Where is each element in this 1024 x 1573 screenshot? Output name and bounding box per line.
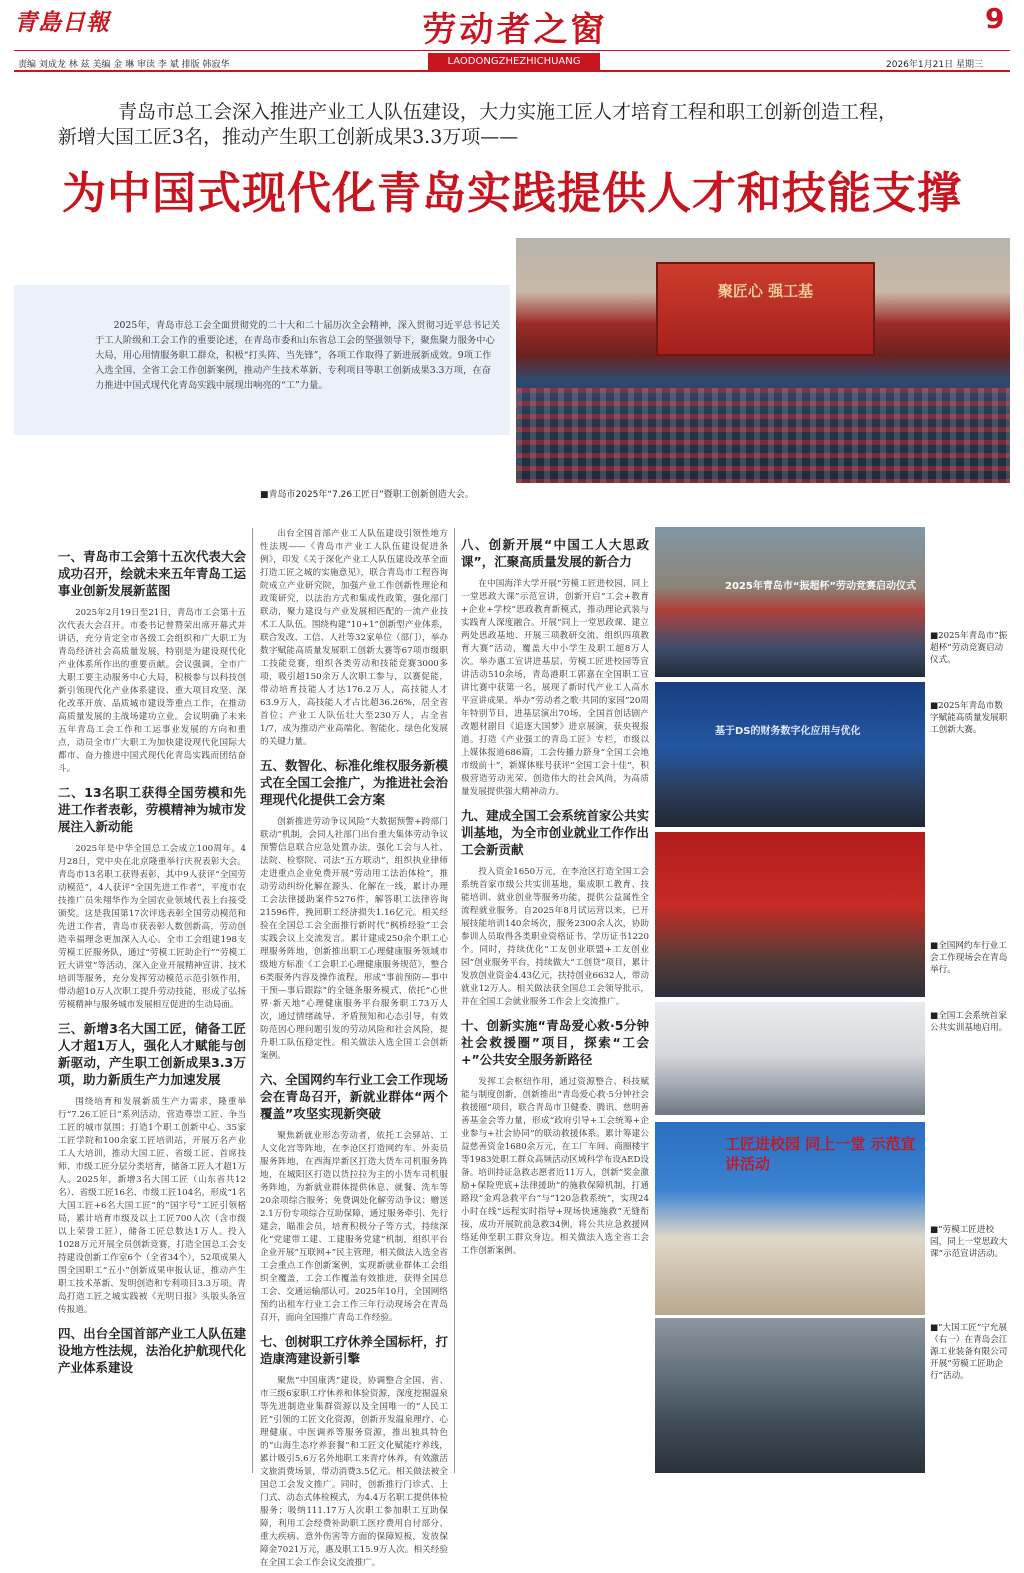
- section-paragraph: 出台全国首部产业工人队伍建设引领性地方性法规——《青岛市产业工人队伍建设促进条例》，印发《关于深化产业工人队伍建设改革全面打造工匠之城的实施意见》，联合青岛市工程咨询院成立产业研究院，加强产业工作创新性理论和政策研究，以法治方式和集成性政策，强化部门联动，聚力建设与产业发展相匹配的一流产业技术工人队伍。围绕构建“10+1”创新型产业体系，联合发改、工信、人社等32家单位（部门），举办数字赋能高质量发展职工创新大赛等67项市级职工技能竞赛，组织各类劳动和技能竞赛3000多项，吸引超150余万人次职工参与，以赛促能，带动培育技能人才达176.2万人，高技能人才63.9万人，高技能人才占比超36.26%，居全省首位；产业工人队伍壮大至230万人，占全省1/7，成为推动产业高端化、智能化、绿色化发展的关键力量。: [260, 529, 448, 747]
- photo-text: 基于DS的财务数字化应用与优化: [715, 726, 861, 737]
- photo-digital-contest: [655, 682, 925, 827]
- page-number: 9: [985, 2, 1005, 35]
- headline-lead-line1: 青岛市总工会深入推进产业工人队伍建设，大力实施工匠人才培育工程和职工创新创造工程，: [118, 101, 898, 123]
- section-paragraph: 2025年2月19日至21日，青岛市工会第十五次代表大会召开。市委书记曾赞荣出席开幕式并讲话，充分肯定全市各级工会组织和广大职工为青岛经济社会高质量发展，特别是为建设现代化产业体系所作出的重要贡献。会议强调，全市广大职工要主动服务中心大局，积极参与以科技创新引领现代化产业体系建设、重大项目攻坚、深化改革开放、品质城市建设等重点工作，在推动高质量发展的主战场建功立业。会议明确了未来五年青岛工会工作和工运事业发展的方向和重点，动员全市广大职工为加快建设现代化国际大都市、奋力推进中国式现代化青岛实践而团结奋斗。: [58, 608, 246, 774]
- section-heading: 一、青岛市工会第十五次代表大会成功召开，绘就未来五年青岛工运事业创新发展新蓝图: [58, 549, 246, 598]
- section-pinyin: LAODONGZHEZHICHUANG: [428, 53, 600, 70]
- photo-training-base: [655, 1002, 925, 1115]
- photo-caption: ■2025年青岛市“振超杯”劳动竞赛启动仪式。: [930, 631, 1008, 665]
- stage-screen: [656, 262, 875, 356]
- column-1: [58, 540, 246, 1384]
- section-paragraph: 2025年是中华全国总工会成立100周年。4月28日，党中央在北京隆重举行庆祝表彰大会。青岛市13名职工获得表彰，其中9人获评“全国劳动模范”，4人获评“全国先进工作者”，平度市农技推广员朱翔华作为全国农业领域代表上台接受颁奖。这是我国第17次评选表彰全国劳动模范和先进工作者，青岛市获表彰人数创新高，劳动创造幸福理念更加深入人心。全市工会组建198支劳模工匠服务队，通过“劳模工匠助企行”“劳模工匠大讲堂”等活动，深入企业开展精神宣讲、技术培训等服务，充分发挥劳动模范示范引领作用，带动超10万人次职工提升劳动技能，形成了弘扬劳模精神与服务城市发展相互促进的生动局面。: [58, 844, 246, 1010]
- section-heading: 七、创树职工疗休养全国标杆，打造康湾建设新引擎: [260, 1334, 448, 1366]
- section-heading: 十、创新实施“青岛爱心救·5分钟社会救援圈”项目，探索“工会+”公共安全服务新路径: [461, 1018, 649, 1067]
- issue-date: 2026年1月21日 星期三: [886, 60, 983, 70]
- section-heading: 二、13名职工获得全国劳模和先进工作者表彰，劳模精神为城市发展注入新动能: [58, 785, 246, 834]
- photo-labor-contest: [655, 527, 925, 677]
- hero-caption: ■青岛市2025年“7.26工匠日”暨职工创新创造大会。: [260, 490, 474, 500]
- photo-text: 2025年青岛市“振超杯”劳动竞赛启动仪式: [725, 581, 916, 592]
- section-title: 劳动者之窗: [422, 10, 608, 50]
- hero-photo: [516, 238, 1010, 483]
- header-rule-top: [14, 50, 1010, 51]
- section-heading: 四、出台全国首部产业工人队伍建设地方性法规，法治化护航现代化产业体系建设: [58, 1326, 246, 1375]
- header-rule-bottom: [14, 70, 1010, 72]
- section-heading: 九、建成全国工会系统首家公共实训基地，为全市创业就业工作作出工会新贡献: [461, 808, 649, 857]
- photo-caption: ■全国工会系统首家公共实训基地启用。: [930, 1011, 1008, 1033]
- section-paragraph: 发挥工会枢纽作用，通过资源整合、科技赋能与制度创新，创新推出“青岛爱心救·5分钟社会救援圈”项目，联合青岛市卫健委、腾讯、慈明善善基金会等力量，形成“政府引导+工会统筹+企业参与+社会协同”的联动救援体系。累计筹建公益慈善资金1680余万元，在工厂车间、商圈楼宇等1983处职工群众高频活动区域科学布设AED设备。培训持证急救志愿者近11万人，创新“奖金激励+保险兜底+法律援助”的施救保障机制，打通路段“金鸡急救平台”与“120急救系统”，实现24小时在线“远程实时指导+现场快速施救”无缝衔接，成功开展院前急救34例，将公共应急救援网络延伸至职工群众身边。相关做法入选全省工会工作创新案例。: [461, 1077, 649, 1256]
- newspaper-logo: 青島日報: [14, 9, 110, 36]
- column-3: [461, 528, 649, 1261]
- summary-text: 2025年，青岛市总工会全面贯彻党的二十大和二十届历次全会精神，深入贯彻习近平总书记关于工人阶级和工会工作的重要论述，在青岛市委和山东省总工会的坚强领导下，聚焦聚力服务中心大局，用心用情服务职工群众，积极“打头阵、当先锋”，各项工作取得了新进展新成效。9项工作入选全国、全省工会工作创新案例，推动产生技术革新、专利项目等职工创新成果3.3万项，在奋力推进中国式现代化青岛实践中展现出响亮的“工”力量。: [95, 320, 500, 391]
- section-paragraph: 在中国海洋大学开展“劳模工匠进校园，同上一堂思政大课”示范宣讲，创新开启“工会+教育+企业+学校”思政教育新模式，推动理论武装与实践育人深度融合。开展“同上一堂思政课、建立两处思政基地、开展三项教研交流、组织四项教育大赛”活动，覆盖大中小学生及职工超8万人次。举办惠工宣讲进基层、劳模工匠进校园等宣讲活动510余场，青岛港职工郭嘉在全国职工宣讲比赛中获第一名，展现了新时代产业工人高水平宣讲成果。举办“劳动者之歌·共同的家园”20周年特别节目，进基层演出70场。全国首创话剧产改题材剧目《追逐大国梦》进京展演，获央视报道。打造《产业强工的青岛工匠》专栏，市级以上媒体报道686篇，工会传播力跻身“全国工会地市级前十”，新媒体账号获评“全国工会十佳”，积极营造劳动光荣、创造伟大的社会风尚，为高质量发展提供强大精神动力。: [461, 579, 649, 797]
- section-paragraph: 投入资金1650万元，在李沧区打造全国工会系统首家市级公共实训基地，集成职工教育、技能培训、就业创业等服务功能，提供公益属性全流程就业服务。自2025年8月试运营以来，已开展技能培训140余场次，服务2300余人次，协助参训人员取得各类职业资格证书、学历证书1220个。同时，持续优化“工友创业联盟+工友创业园”创业服务平台，持续做大“工创贷”项目，累计发放创业资金4.43亿元，扶持创业6632人，带动就业12万人。相关做法获全国总工会领导批示，并在全国工会就业服务工作会上交流推广。: [461, 867, 649, 1007]
- section-heading: 六、全国网约车行业工会工作现场会在青岛召开，新就业群体“两个覆盖”攻坚实现新突破: [260, 1072, 448, 1121]
- section-heading: 八、创新开展“中国工人大思政课”，汇聚高质量发展的新合力: [461, 537, 649, 569]
- column-2: [260, 528, 448, 1573]
- column-divider: [454, 528, 455, 1473]
- stage-screen-text: 聚匠心 强工基: [717, 282, 814, 300]
- section-paragraph: 创新推进劳动争议风险“大数据预警+跨部门联动”机制，会同人社部门出台重大集体劳动争议预警信息联合应急处置办法，强化工会与人社、法院、检察院、司法“五方联动”，组织执业律师走进重点企业免费开展“劳动用工法治体检”，推动劳动纠纷化解在源头、化解在一线，累计办理工会法律援助案件5276件，解答职工法律咨询21596件，挽回职工经济损失1.16亿元。相关经验在全国总工会全面推行新时代“枫桥经验”工会实践会议上交流发言。累计建成250余个职工心理服务阵地，创新推出职工心理健康服务领域市级地方标准《工会职工心理健康服务规范》，整合6类服务内容及操作流程，形成“事前预防—事中干预—事后跟踪”的全链条服务模式，依托“心世界·新天地”心理健康服务平台服务职工73万人次，通过情绪疏导、矛盾预知和心态引导，有效防范因心理问题引发的劳动风险和社会风险，提升职工队伍稳定性。相关做法入选全国工会创新案例。: [260, 817, 448, 1061]
- photo-school-lecture: [655, 1122, 925, 1315]
- photo-ride-hailing-meeting: [655, 832, 925, 997]
- photo-caption: ■全国网约车行业工会工作现场会在青岛举行。: [930, 941, 1008, 975]
- section-heading: 五、数智化、标准化维权服务新模式在全国工会推广，为推进社会治理现代化提供工会方案: [260, 758, 448, 807]
- section-paragraph: 聚焦“中国康湾”建设，协调整合全国、省、市三级6家职工疗休养和体验资源，深度挖掘温泉等先进制造业集群资源以及全国唯一的“人民工匠”引领的工匠文化资源，创新开发温泉理疗、心理健康、中医调养等服务资源，推出独具特色的“山海生态疗养套餐”和工匠文化赋能疗养线，累计吸引5.6万名外地职工来青疗休养，有效激活文旅消费场景，带动消费3.5亿元。相关做法被全国总工会发文推广。同时，创新推行门诊式、上门式、动态式体检模式，为4.4万名职工提供体检服务；吸纳111.17万人次职工参加职工互助保障，利用工会经费补助职工医疗费用自付部分、重大疾病、意外伤害等方面的保障短板，发放保障金7021万元，惠及职工15.9万人次。相关经验在全国工会工作会议交流推广。: [260, 1376, 448, 1568]
- section-paragraph: 聚焦新就业形态劳动者，依托工会驿站、工人文化宫等阵地，在李沧区打造网约车、外卖员服务阵地，在西海岸新区打造大货车司机服务阵地，在城阳区打造以货拉拉为主的小货车司机服务阵地，为新就业群体提供休息、就餐、洗车等20余项综合服务；免费调处化解劳动争议；赠送2.1万份专项综合互助保障，通过服务牵引、先行建会，瞄准会员，培育积极分子等方式，持续深化“党建带工建、工建服务党建”机制，组织平台企业开展“互联网+”民主管理，相关做法入选全省工会重点工作创新案例，实现新就业群体工会组织全覆盖，工会工作覆盖有效推进，获得全国总工会、交通运输部认可。2025年10月，全国网络预约出租车行业工会工作三年行动现场会在青岛召开，面向全国推广青岛工作经验。: [260, 1131, 448, 1323]
- main-headline: 为中国式现代化青岛实践提供人才和技能支撑: [62, 168, 962, 219]
- editor-credits: 责编 刘成龙 林 兹 美编 金 琳 审读 李 斌 排版 韩寂华: [18, 60, 230, 70]
- photo-caption: ■2025年青岛市数字赋能高质量发展职工创新大赛。: [930, 701, 1008, 735]
- photo-craftsman-visit: [655, 1318, 925, 1473]
- section-paragraph: 围绕培育和发展新质生产力需求，隆重举行“7.26工匠日”系列活动，营造尊崇工匠、争当工匠的城市氛围；打造1个职工创新中心、35家工匠学院和100余家工匠培训站，开展万名产业工人大培训，推动大国工匠、省级工匠、首席技师、市级工匠分层分类培育，储备工匠人才超1万人。2025年，新增3名大国工匠（山东省共12名）、省级工匠16名、市级工匠104名，形成“1名大国工匠+6名大国工匠”的“国字号”工匠引领格局，累计培育市级及以上工匠700人次（含市级以上荣誉工匠），储备工匠总数达1万人。投入1028万元开展全员创新竞赛，打造全国总工会支持建设创新工作室6个（全省34个），52项成果入围全国职工“五小”创新成果申报认证，推动产生职工技术革新、发明创造和专利项目3.3万项。青岛打造工匠之城实践被《光明日报》头版头条宣传报道。: [58, 1097, 246, 1315]
- column-divider: [252, 528, 253, 1473]
- photo-text: 工匠进校园 同上一堂 示范宣讲活动: [725, 1135, 916, 1173]
- audience-seats: [516, 388, 1010, 483]
- photo-caption: ■“大国工匠”宁允展（右一）在青岛会江源工业装备有限公司开展“劳模工匠助企行”活动。: [930, 1323, 1008, 1381]
- photo-caption: ■“劳模工匠进校园，同上一堂思政大课”示范宣讲活动。: [930, 1225, 1008, 1259]
- headline-lead-line2: 新增大国工匠3名，推动产生职工创新成果3.3万项——: [58, 126, 519, 148]
- section-heading: 三、新增3名大国工匠，储备工匠人才超1万人，强化人才赋能与创新驱动，产生职工创新成果3.3万项，助力新质生产力加速发展: [58, 1021, 246, 1087]
